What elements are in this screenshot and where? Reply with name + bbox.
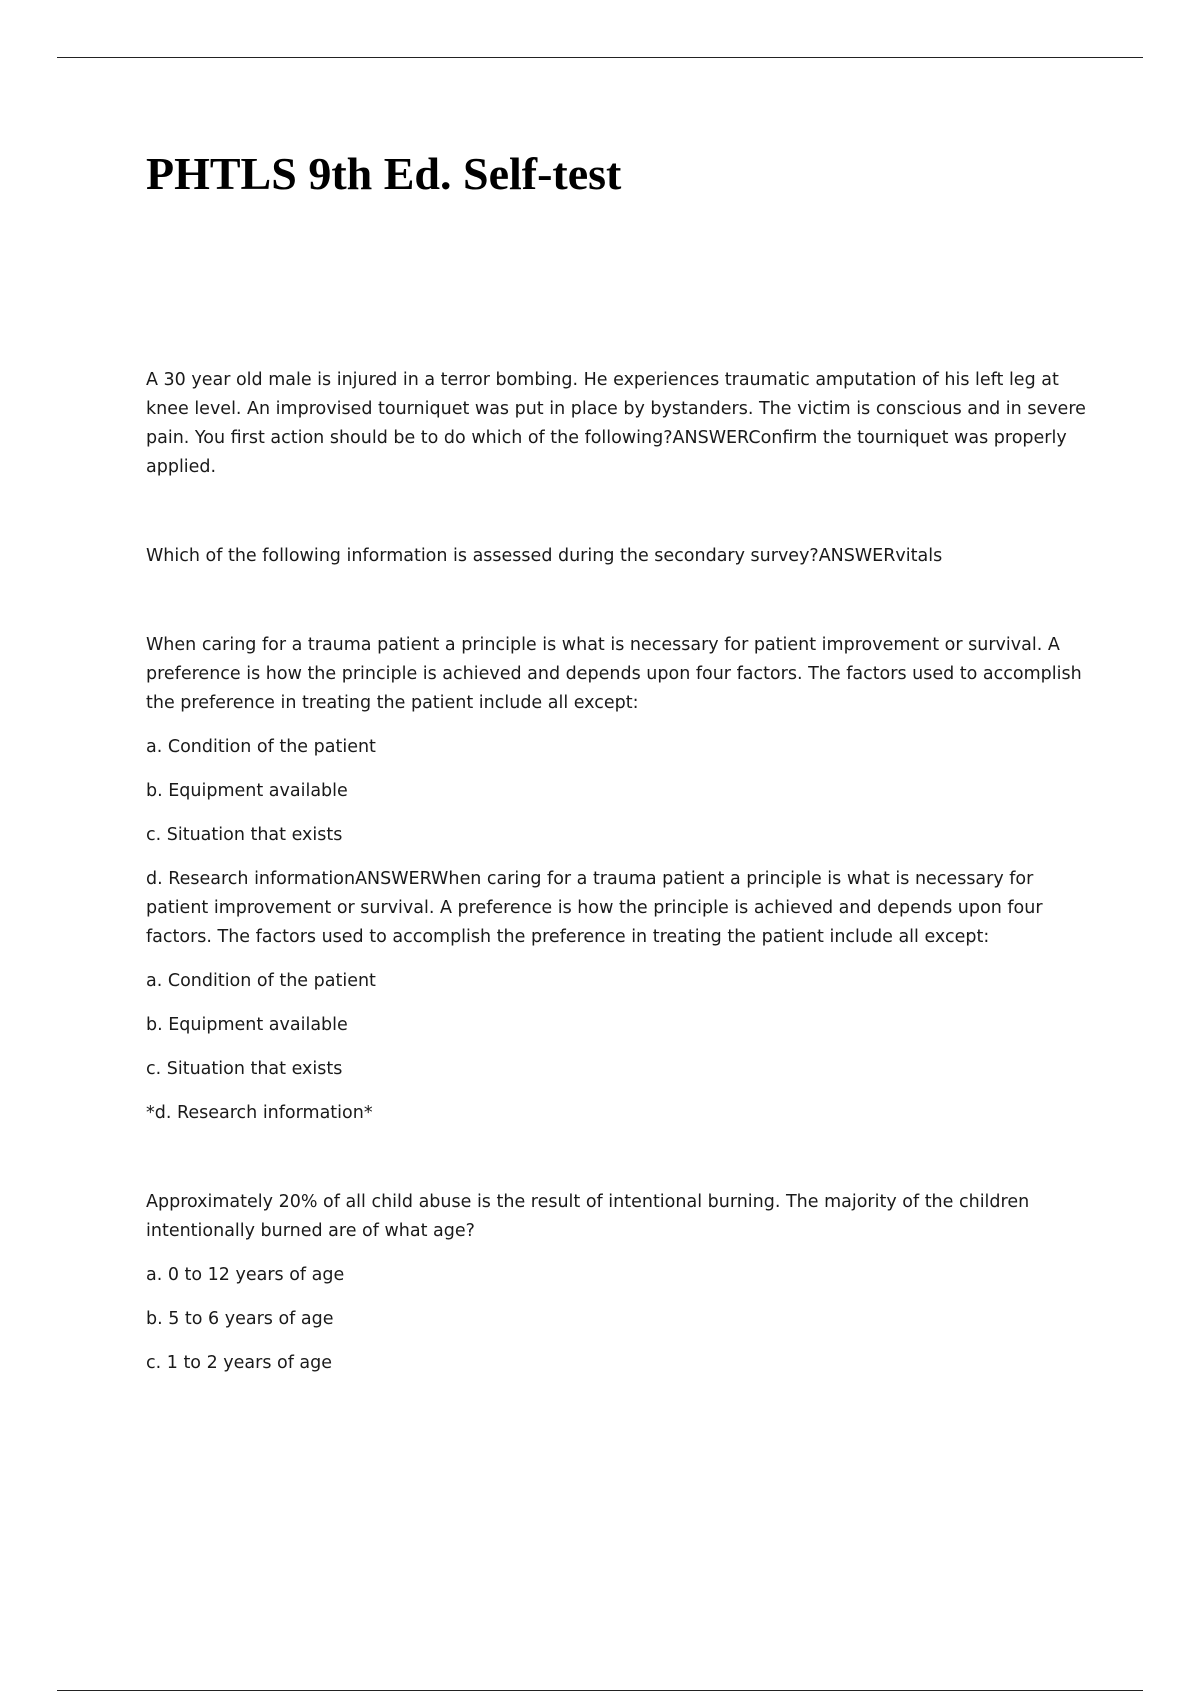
question-3-option-d-answer: d. Research informationANSWERWhen caring for a trauma patient a principle is what is necessary for patient improvement or survival. A preference is how the principle is achieved and depends upon four factors. The factors used to accomplish the preference in treating the patient include all except: (146, 869, 1043, 947)
question-4-option-a: a. 0 to 12 years of age (146, 1265, 345, 1285)
question-2-text: Which of the following information is assessed during the secondary survey?ANSWERvitals (146, 546, 943, 566)
question-3-answer-option-c: c. Situation that exists (146, 1059, 343, 1079)
question-4-option-c: c. 1 to 2 years of age (146, 1353, 333, 1373)
question-1-text: A 30 year old male is injured in a terror bombing. He experiences traumatic amputation of his left leg at knee level. An improvised tourniquet was put in place by bystanders. The victim is conscious and in severe pain. You first action should be to do which of the following?ANSWERConfirm the tourniquet was properly applied. (146, 370, 1086, 477)
question-3-option-b: b. Equipment available (146, 781, 348, 801)
question-3-answer-option-a: a. Condition of the patient (146, 971, 376, 991)
question-3-answer-option-b: b. Equipment available (146, 1015, 348, 1035)
question-3-stem: When caring for a trauma patient a principle is what is necessary for patient improvement or survival. A preference is how the principle is achieved and depends upon four factors. The factors used to accomplish the preference in treating the patient include all except: (146, 635, 1082, 713)
top-rule (57, 57, 1143, 58)
question-4-stem: Approximately 20% of all child abuse is the result of intentional burning. The majority of the children intentionally burned are of what age? (146, 1192, 1030, 1241)
question-3-option-c: c. Situation that exists (146, 825, 343, 845)
bottom-rule (57, 1690, 1143, 1691)
question-3-option-a: a. Condition of the patient (146, 737, 376, 757)
document-body (146, 366, 1086, 1378)
question-3-answer-option-d: *d. Research information* (146, 1103, 373, 1123)
page-title: PHTLS 9th Ed. Self-test (146, 148, 622, 199)
question-4-option-b: b. 5 to 6 years of age (146, 1309, 334, 1329)
